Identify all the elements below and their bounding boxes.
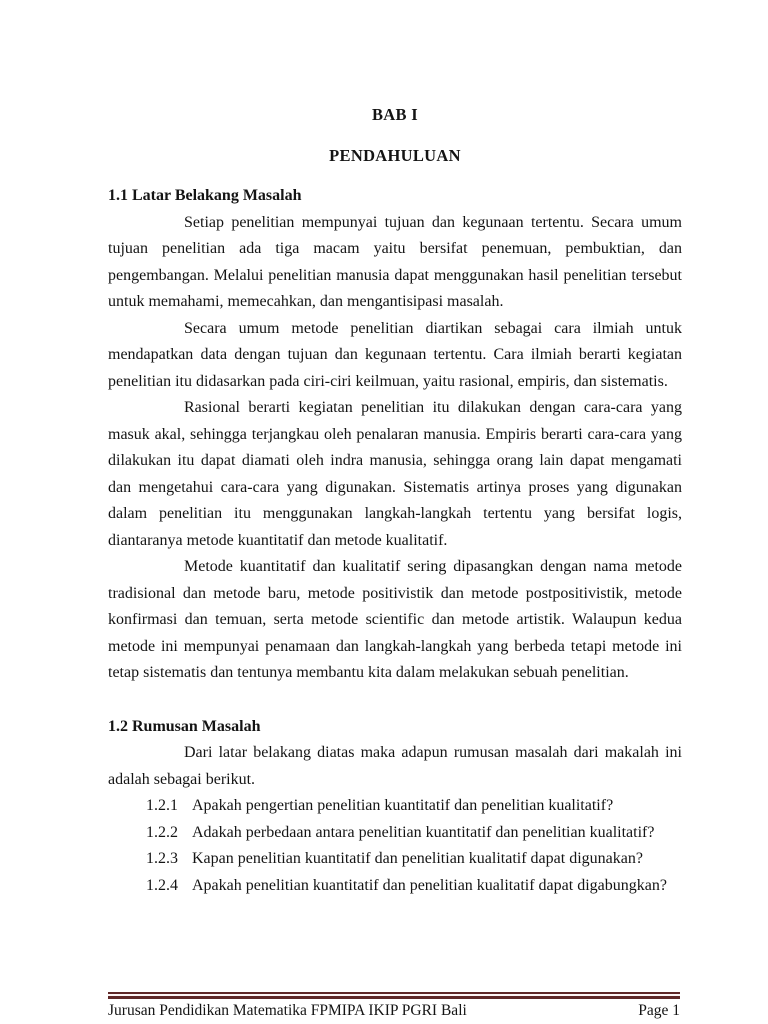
list-item-number: 1.2.3 <box>146 850 178 867</box>
paragraph-2: Secara umum metode penelitian diartikan sebagai cara ilmiah untuk mendapatkan data dengan tujuan dan kegunaan tertentu. Cara ilmiah berarti kegiatan penelitian itu didasarkan pada ciri-ciri keilmuan, yaitu rasional, empiris, dan sistematis. <box>108 319 682 390</box>
page-footer <box>108 992 680 1021</box>
list-item-text: Apakah penelitian kuantitatif dan penelitian kualitatif dapat digabungkan? <box>192 876 667 894</box>
section-heading-1-1: 1.1 Latar Belakang Masalah <box>108 187 302 204</box>
list-item-text: Adakah perbedaan antara penelitian kuantitatif dan penelitian kualitatif? <box>192 823 655 841</box>
chapter-title: BAB I <box>372 105 418 124</box>
list-item-text: Kapan penelitian kuantitatif dan penelitian kualitatif dapat digunakan? <box>192 850 643 867</box>
footer-page-number: Page 1 <box>638 1002 680 1019</box>
footer-text-row <box>108 1001 680 1021</box>
paragraph-3: Rasional berarti kegiatan penelitian itu dilakukan dengan cara-cara yang masuk akal, sehingga terjangkau oleh penalaran manusia. Empiris berarti cara-cara yang dilakukan itu dapat diamati oleh indra manusia, sehingga orang lain dapat mengamati dan mengetahui cara-cara yang digunakan. Sistematis artinya proses yang digunakan dalam penelitian itu menggunakan langkah-langkah tertentu yang bersifat logis, diantaranya metode kuantitatif dan metode kualitatif. <box>108 399 682 549</box>
list-item <box>108 873 682 900</box>
section-heading-1-2: 1.2 Rumusan Masalah <box>108 717 261 735</box>
list-item-number: 1.2.2 <box>146 823 178 841</box>
footer-rule <box>108 992 680 999</box>
list-item <box>108 793 682 820</box>
rumusan-masalah-list <box>108 793 682 899</box>
list-item <box>108 846 682 873</box>
list-item-number: 1.2.4 <box>146 876 178 894</box>
list-item-text: Apakah pengertian penelitian kuantitatif dan penelitian kualitatif? <box>192 797 614 814</box>
footer-department: Jurusan Pendidikan Matematika FPMIPA IKIP PGRI Bali <box>108 1002 467 1019</box>
list-item <box>108 820 682 847</box>
paragraph-4: Metode kuantitatif dan kualitatif sering dipasangkan dengan nama metode tradisional dan metode baru, metode positivistik dan metode postpositivistik, metode konfirmasi dan temuan, serta metode scientific dan metode artistik. Walaupun kedua metode ini mempunyai penamaan dan langkah-langkah yang berbeda tetapi metode ini tetap sistematis dan tentunya membantu kita dalam melakukan sebuah penelitian. <box>108 558 682 681</box>
paragraph-1: Setiap penelitian mempunyai tujuan dan kegunaan tertentu. Secara umum tujuan penelitian ada tiga macam yaitu bersifat penemuan, pembuktian, dan pengembangan. Melalui penelitian manusia dapat menggunakan hasil penelitian tersebut untuk memahami, memecahkan, dan mengantisipasi masalah. <box>108 213 682 310</box>
document-content <box>108 0 682 899</box>
paragraph-5: Dari latar belakang diatas maka adapun rumusan masalah dari makalah ini adalah sebagai berikut. <box>108 744 682 788</box>
list-item-number: 1.2.1 <box>146 797 178 814</box>
chapter-subtitle: PENDAHULUAN <box>329 145 461 165</box>
